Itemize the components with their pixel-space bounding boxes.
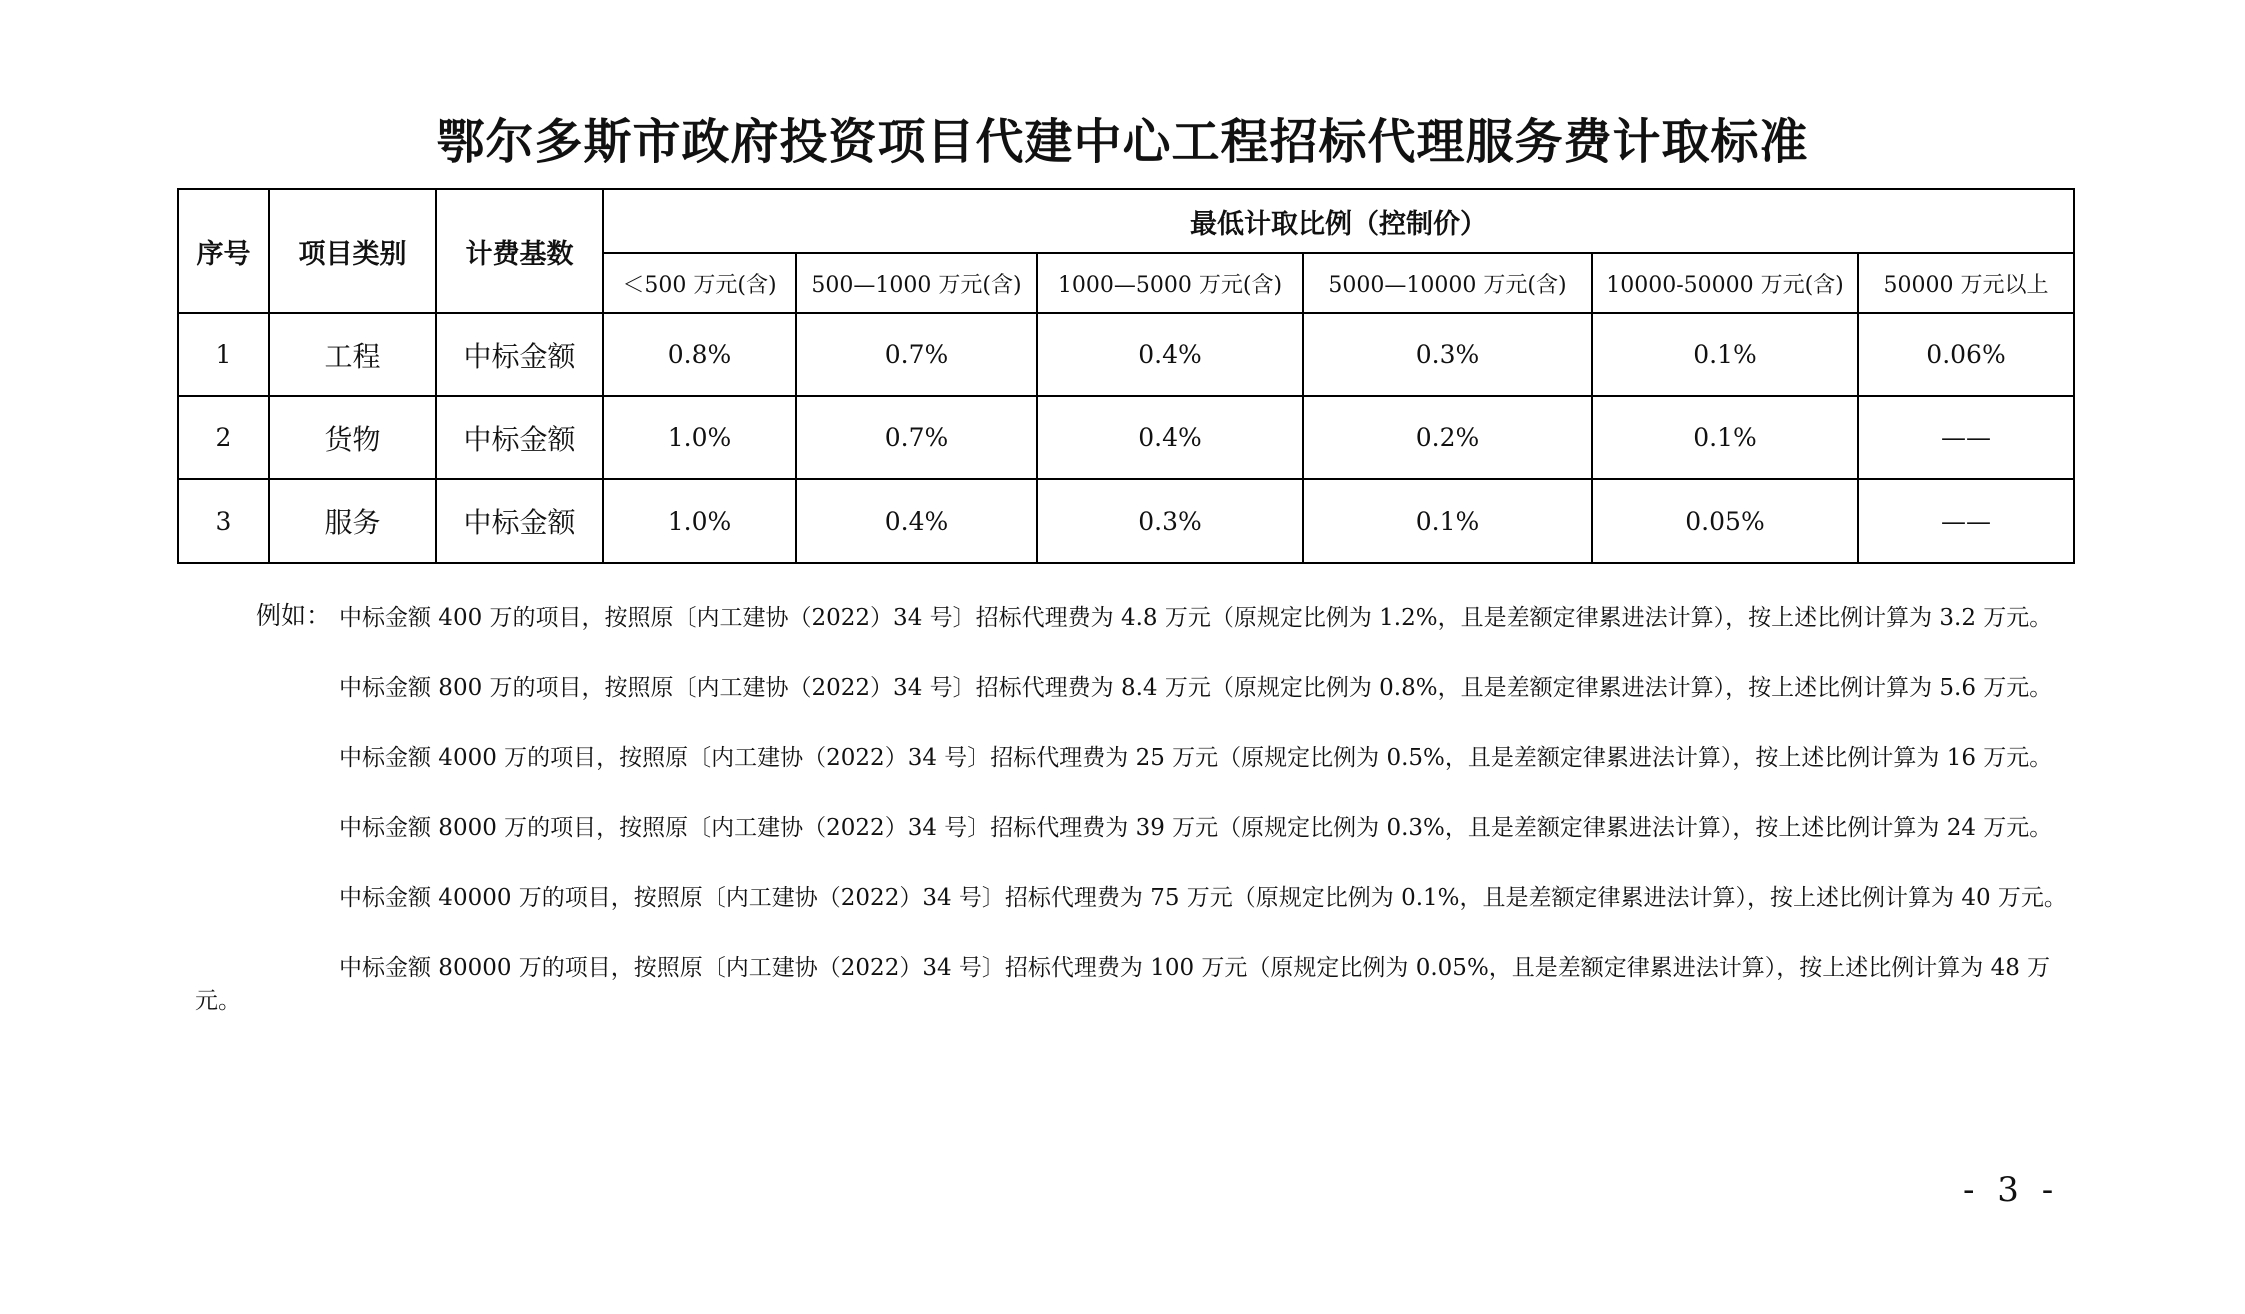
document-title: 鄂尔多斯市政府投资项目代建中心工程招标代理服务费计取标准: [436, 114, 1809, 170]
header-rate-group: 最低计取比例（控制价）: [603, 189, 2074, 253]
rate-cell: 0.8%: [603, 313, 796, 396]
rate-cell: 0.2%: [1303, 396, 1592, 479]
rate-cell: 0.06%: [1858, 313, 2074, 396]
rate-cell: 1.0%: [603, 479, 796, 563]
bracket-header: 1000—5000 万元(含): [1037, 253, 1303, 313]
row-category: 货物: [269, 396, 436, 479]
bracket-header: 50000 万元以上: [1858, 253, 2074, 313]
bracket-header: 10000-50000 万元(含): [1592, 253, 1858, 313]
table-row: [178, 313, 2074, 396]
example-text: 中标金额 800 万的项目，按照原〔内工建协（2022）34 号〕招标代理费为 8.4 万元（原规定比例为 0.8%，且是差额定律累进法计算），按上述比例计算为 5.6 万元。: [339, 675, 2053, 701]
example-text: 中标金额 4000 万的项目，按照原〔内工建协（2022）34 号〕招标代理费为 25 万元（原规定比例为 0.5%，且是差额定律累进法计算），按上述比例计算为 16 万元。: [339, 745, 2053, 771]
example-text: 中标金额 80000 万的项目，按照原〔内工建协（2022）34 号〕招标代理费为 100 万元（原规定比例为 0.05%，且是差额定律累进法计算），按上述比例计算为 48 万: [339, 955, 2051, 981]
row-index: 3: [178, 479, 269, 563]
rate-cell: 1.0%: [603, 396, 796, 479]
row-basis: 中标金额: [436, 479, 603, 563]
rate-cell: 0.3%: [1037, 479, 1303, 563]
row-basis: 中标金额: [436, 313, 603, 396]
row-category: 服务: [269, 479, 436, 563]
example-text: 中标金额 400 万的项目，按照原〔内工建协（2022）34 号〕招标代理费为 4.8 万元（原规定比例为 1.2%，且是差额定律累进法计算），按上述比例计算为 3.2 万元。: [339, 605, 2053, 631]
rate-cell: 0.4%: [1037, 313, 1303, 396]
page-number: - 3 -: [1963, 1170, 2060, 1210]
row-index: 2: [178, 396, 269, 479]
rate-cell: ——: [1858, 479, 2074, 563]
rate-cell: 0.7%: [796, 396, 1037, 479]
rate-cell: 0.4%: [1037, 396, 1303, 479]
row-category: 工程: [269, 313, 436, 396]
bracket-header: 5000—10000 万元(含): [1303, 253, 1592, 313]
rate-cell: 0.1%: [1592, 313, 1858, 396]
rate-cell: 0.1%: [1303, 479, 1592, 563]
table-row: [178, 396, 2074, 479]
header-category: 项目类别: [269, 189, 436, 313]
example-text: 中标金额 8000 万的项目，按照原〔内工建协（2022）34 号〕招标代理费为 39 万元（原规定比例为 0.3%，且是差额定律累进法计算），按上述比例计算为 24 万元。: [339, 815, 2053, 841]
fee-standard-table: [177, 188, 2075, 564]
table-row: [178, 479, 2074, 563]
row-basis: 中标金额: [436, 396, 603, 479]
rate-cell: ——: [1858, 396, 2074, 479]
bracket-header: 500—1000 万元(含): [796, 253, 1037, 313]
row-index: 1: [178, 313, 269, 396]
rate-cell: 0.4%: [796, 479, 1037, 563]
rate-cell: 0.3%: [1303, 313, 1592, 396]
example-line-tail: 元。: [195, 988, 241, 1014]
header-index: 序号: [178, 189, 269, 313]
header-basis: 计费基数: [436, 189, 603, 313]
example-text: 中标金额 40000 万的项目，按照原〔内工建协（2022）34 号〕招标代理费为 75 万元（原规定比例为 0.1%，且是差额定律累进法计算），按上述比例计算为 40 万元。: [339, 885, 2067, 911]
rate-cell: 0.05%: [1592, 479, 1858, 563]
example-prefix: 例如：: [256, 601, 332, 630]
table-header-row: [178, 189, 2074, 253]
rate-cell: 0.7%: [796, 313, 1037, 396]
bracket-header: ＜500 万元(含): [603, 253, 796, 313]
rate-cell: 0.1%: [1592, 396, 1858, 479]
